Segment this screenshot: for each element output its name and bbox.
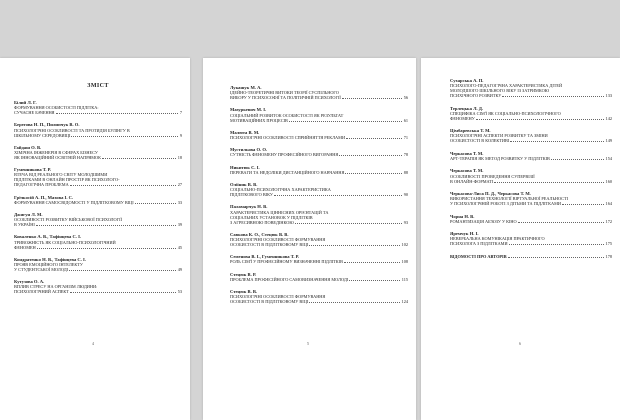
toc-entry-title [14, 200, 182, 205]
toc-entry-page-number: 45 [177, 244, 182, 250]
toc-entry-title-line: ОСОБИСТОСТІ В ПІДЛІТКОВОМУ ВІЦІ [230, 299, 396, 304]
toc-entry-title-line: ФЕНОМЕН [14, 245, 170, 250]
dot-leader [70, 185, 177, 186]
dot-leader [36, 225, 176, 226]
dot-leader [56, 113, 179, 114]
toc-entry-authors: Джигун Л. М. [14, 211, 43, 217]
toc-entry[interactable] [450, 151, 612, 161]
toc-entry[interactable] [230, 147, 408, 157]
toc-page-2 [203, 58, 416, 420]
toc-entry[interactable] [14, 279, 182, 294]
toc-entry-authors: Черкасова Т. М. [450, 150, 484, 156]
toc-entry-title [14, 105, 182, 115]
toc-entry-authors: Савкова К. О., Стецюк В. В. [230, 231, 289, 237]
toc-entry-authors: Стецюк В. В. [230, 288, 258, 294]
toc-entry-page-number: 71 [403, 134, 408, 140]
toc-entry-title-line: ПРОБЛЕМА ПРОФЕСІЙНОГО САМОВИЗНАЧЕННЯ МОЛОДІ [230, 277, 396, 282]
dot-leader [349, 280, 400, 281]
dot-leader [135, 203, 177, 204]
page-number-footer: 4 [92, 341, 94, 346]
toc-entries [450, 78, 612, 259]
toc-entry-title [14, 150, 182, 160]
toc-entry-page-number: 61 [403, 117, 408, 123]
toc-entry-title-line: ІДЕЙНО-ТЕОРЕТИЧНІ ВИТОКИ ТЕОРІЇ СУСПІЛЬНОГО [230, 90, 339, 96]
toc-entry[interactable] [14, 212, 182, 227]
toc-entry-title-line: ПСИХОЛОГІЧНІ ОСОБЛИВОСТІ ТА ПРОТИДІЯ БУЛІНГУ В [14, 127, 130, 133]
toc-entry-title [230, 259, 408, 264]
toc-entry[interactable] [230, 107, 408, 122]
toc-entry-title-line: ПСИХОЛОГІЧНІ ОСОБЛИВОСТІ ФОРМУВАННЯ [230, 294, 326, 300]
toc-entry-page-number: 172 [605, 218, 612, 224]
toc-entry-title-line: ОСОБИСТОСТІ В ПІДЛІТКОВОМУ ВІЦІ [230, 242, 396, 247]
toc-entry-title [14, 128, 182, 138]
dot-leader [339, 155, 402, 156]
dot-leader [502, 96, 604, 97]
toc-entry-page-number: 115 [401, 276, 408, 282]
toc-entry[interactable] [230, 272, 408, 282]
toc-page-3 [421, 58, 620, 420]
toc-entry-title-line: ВПЛИВ СТРЕСУ НА ОРГАНІЗМ ЛЮДИНИ: [14, 284, 98, 290]
page-number-footer: 5 [307, 341, 309, 346]
dot-leader [510, 141, 604, 142]
toc-entry-authors: Берегова Н. П., Пилипчук В. О. [14, 122, 80, 128]
toc-entry-authors: Стецюк В. Р. [230, 271, 257, 277]
toc-entry-title-line: СУЧАСНЕ БАЧЕННЯ [14, 110, 170, 115]
toc-entry-authors: Мустильова О. О. [230, 147, 268, 153]
toc-entry[interactable] [230, 165, 408, 175]
toc-entry-title [230, 210, 408, 225]
toc-entry-page-number: 78 [403, 152, 408, 158]
toc-entry-title [450, 111, 612, 121]
dot-leader [71, 136, 178, 137]
toc-entry-title [450, 174, 612, 184]
toc-entry-page-number: 33 [177, 199, 182, 205]
toc-entry-title [450, 83, 612, 98]
toc-entry-authors: Черкасова Т. М. [450, 168, 484, 174]
toc-entry-page-number: 18 [177, 154, 182, 160]
toc-entry-title-line: У ПСИХОЛОГІЧНІЙ РОБОТІ З ДІТЬМИ ТА ПІДЛІТКАМИ [450, 201, 600, 206]
dot-leader [346, 138, 402, 139]
toc-entry-title-line: СОЦІАЛЬНИЙ РОЗВИТОК ОСОБИСТОСТІ ЯК РЕЗУЛЬТАТ [230, 112, 344, 118]
toc-entry[interactable] [14, 257, 182, 272]
toc-entry-page-number: 9 [179, 132, 182, 138]
dot-leader [494, 182, 604, 183]
dot-leader [562, 204, 604, 205]
page-number-footer: 6 [519, 341, 521, 346]
toc-entry-title [450, 254, 612, 259]
dot-leader [342, 98, 402, 99]
dot-leader [344, 262, 400, 263]
toc-entry-title-line: МОТИВАЦІЙНИХ ПРОЦЕСІВ [230, 118, 396, 123]
toc-entry-title [14, 284, 182, 294]
toc-entry-title [14, 217, 182, 227]
toc-entry-title [230, 90, 408, 100]
toc-entry-title-line: ВІДОМОСТІ ПРО АВТОРІВ [450, 254, 600, 259]
toc-entry-page-number: 7 [179, 110, 182, 116]
toc-entry-title-line: ХАРАКТЕРИСТИКА ЦІННІСНИХ ОРІЄНТАЦІЙ ТА [230, 209, 329, 215]
toc-entry-title-line: ПСИХІЧНОГО РОЗВИТКУ [450, 93, 600, 98]
toc-entry-authors: Чорна Н. В. [450, 213, 475, 219]
toc-entry-title [14, 240, 182, 250]
dot-leader [274, 195, 402, 196]
dot-leader [295, 223, 402, 224]
toc-entry-authors: Коваленко А. В., Тафінцева С. І. [14, 234, 82, 240]
toc-entry-page-number: 175 [605, 241, 612, 247]
toc-entry[interactable] [14, 234, 182, 249]
dot-leader [70, 292, 176, 293]
toc-entry-page-number: 154 [605, 155, 612, 161]
toc-entry-title [230, 277, 408, 282]
toc-entry-page-number: 39 [177, 222, 182, 228]
toc-entry[interactable] [450, 191, 612, 206]
toc-entry-title-line: В УКРАЇНІ [14, 222, 170, 227]
dot-leader [476, 119, 604, 120]
dot-leader [518, 222, 604, 223]
toc-entry-title-line: ПЕРЕВАГИ ТА НЕДОЛІКИ ДИСТАНЦІЙНОГО НАВЧАННЯ [230, 170, 396, 175]
toc-entry-title-line: ПРОЯВ ЕМОЦІЙНОГО ІНТЕЛЕКТУ [14, 261, 83, 267]
toc-entry-title-line: СПЕЦИФІКА СІМ'Ї ЯК СОЦІАЛЬНО-ПСИХОЛОГІЧНОГО [450, 110, 561, 116]
toc-entry[interactable] [450, 214, 612, 224]
toc-entry-page-number: 142 [605, 115, 612, 121]
toc-entry-page-number: 56 [403, 95, 408, 101]
toc-entry-authors: Лукашук М. А. [230, 85, 262, 90]
toc-entry-title-line: ОСОБИСТОСТІ В КОЛЕКТИВІ [450, 138, 600, 143]
toc-entry-title-line: ПЕДАГОГІЧНА ПРОБЛЕМА [14, 182, 170, 187]
toc-entry-title-line: ТРИВОЖНІСТЬ ЯК СОЦІАЛЬНО-ПСИХОЛОГІЧНИЙ [14, 239, 116, 245]
toc-entry-title [230, 187, 408, 197]
toc-entry-authors: Оліїник В. В. [230, 181, 258, 187]
toc-entries [14, 100, 182, 294]
toc-entry-title-line: ФЕНОМЕНУ [450, 116, 600, 121]
toc-entry-title-line: ЯК ІННОВАЦІЙНИЙ ОСВІТНІЙ НАПРЯМОК [14, 155, 170, 160]
toc-entry-title-line: ПСИХОЛОГІЧНІ ОСОБЛИВОСТІ СПРИЙНЯТТЯ РЕКЛАМИ [230, 135, 396, 140]
toc-entry-title [450, 196, 612, 206]
toc-entry-title-line: ПСИХОЛОГІЧНИЙ АСПЕКТ [14, 289, 170, 294]
toc-entry[interactable] [230, 130, 408, 140]
toc-entry[interactable] [14, 122, 182, 137]
toc-entry-authors: Черкасова-Лиса П. Д., Черкасова Т. М. [450, 190, 531, 196]
toc-entry-authors: Никитюк С. І. [230, 164, 260, 170]
toc-entry[interactable] [450, 231, 612, 246]
toc-entry-authors: Кутузова О. А. [14, 279, 45, 285]
toc-entry-authors: Кондратенко Н. В., Тафінцева С. І. [14, 256, 86, 262]
toc-entry-title [230, 170, 408, 175]
toc-entry[interactable] [14, 167, 182, 187]
toc-entry-title-line: ФОРМУВАННЯ САМОСВІДОМОСТІ У ПІДЛІТКОВОМУ ВІЦІ [14, 200, 170, 205]
toc-entry-title [230, 113, 408, 123]
toc-entry-title [450, 156, 612, 161]
toc-entry-page-number: 88 [403, 169, 408, 175]
toc-entry-title-line: ВТЕЧА ВІД РЕАЛЬНОГО СВІТУ МОЛОДШИМИ [14, 172, 108, 178]
toc-entry[interactable] [450, 78, 612, 98]
toc-entry-title-line: ВИКОРИСТАННЯ ТЕХНОЛОГІЇ ВІРТУАЛЬНОЇ РЕАЛЬНОСТІ [450, 196, 569, 202]
toc-entry-title-line: СУТНІСТЬ ФЕНОМЕНУ ПРОФЕСІЙНОГО ВИГОРАННЯ [230, 152, 396, 157]
toc-entry-page-number: 27 [177, 182, 182, 188]
toc-entry-title-line: В ОНЛАЙН-ФОРМАТІ [450, 179, 600, 184]
toc-entry-title-line: ОСОБЛИВОСТІ ПРОВЕДЕННЯ СУПЕРВІЗІЇ [450, 173, 535, 179]
toc-entry-title-line: ПСИХОЛОГА З ПІДЛІТКАМИ [450, 241, 600, 246]
toc-entry-authors: Паламарчук Н. В. [230, 204, 268, 210]
toc-entry-authors: Терлецька Л. Д. [450, 105, 484, 111]
toc-entry-authors: Малюта В. М. [230, 129, 260, 135]
toc-entry[interactable] [14, 195, 182, 205]
toc-entry-title-line: СОЦІАЛЬНИХ УСТАНОВОК У ПІДЛІТКІВ [230, 214, 313, 220]
toc-entry-authors: Гуменникова Т. Р. [14, 167, 52, 173]
toc-entry-title [230, 152, 408, 157]
toc-entry-title-line: ПСИХОЛОГІЧНІ ОСОБЛИВОСТІ ФОРМУВАННЯ [230, 236, 326, 242]
toc-entry-authors: Мазуркевич М. І. [230, 107, 267, 113]
toc-entry-title [450, 219, 612, 224]
dot-leader [345, 173, 402, 174]
toc-entry-authors: Гайдаш О. В. [14, 144, 42, 150]
toc-entry-title-line: З АГРЕСИВНОЮ ПОВЕДІНКОЮ [230, 220, 396, 225]
toc-entry[interactable] [230, 254, 408, 264]
toc-entry-title-line: МОЛОДШОГО ШКІЛЬНОГО ВІКУ ІЗ ЗАТРИМКОЮ [450, 88, 550, 94]
toc-entry-authors: Грічкосій А. П., Махова І. С. [14, 194, 74, 200]
toc-entry[interactable] [14, 145, 182, 160]
toc-entry[interactable] [450, 168, 612, 183]
toc-page-1 [0, 58, 190, 420]
toc-entry[interactable] [230, 85, 408, 100]
toc-entry-title-line: ОСОБЛИВОСТІ РОЗВИТКУ ВІЙСЬКОВОЇ ПСИХОЛОГІЇ [14, 217, 122, 223]
toc-entry-page-number: 149 [605, 138, 612, 144]
toc-entry-page-number: 93 [403, 219, 408, 225]
toc-entry-authors: Семенова В. І., Гуменникова Т. Р. [230, 254, 299, 260]
toc-entry-authors: Цімбаревська Т. М. [450, 128, 491, 134]
toc-entry-authors: Білий Л. Г. [14, 100, 37, 105]
toc-entry[interactable] [230, 289, 408, 304]
toc-entry-authors: Сухарська А. П. [450, 78, 484, 83]
toc-entry-page-number: 90 [403, 192, 408, 198]
toc-entry-page-number: 102 [401, 241, 408, 247]
toc-entry[interactable] [450, 106, 612, 121]
dot-leader [551, 159, 604, 160]
dot-leader [102, 158, 176, 159]
toc-entries [230, 85, 408, 304]
toc-entry-title-line: ПСИХОЛОГІЧНІ АСПЕКТИ РОЗВИТКУ ТА ЗМІНИ [450, 133, 548, 139]
toc-entry-page-number: 178 [605, 253, 612, 259]
toc-entry[interactable] [450, 128, 612, 143]
toc-entry[interactable] [230, 182, 408, 197]
toc-entry[interactable] [230, 204, 408, 224]
toc-entry[interactable] [450, 254, 612, 259]
toc-entry-title-line: ПСИХОЛОГО-ПЕДАГОГІЧНА ХАРАКТЕРИСТИКА ДІТЕЙ [450, 83, 563, 89]
toc-entry-page-number: 133 [605, 93, 612, 99]
toc-entry-title [230, 237, 408, 247]
toc-entry-page-number: 124 [401, 299, 408, 305]
toc-entry-title-line: НЕВЕРБАЛЬНА КОМУНІКАЦІЯ ПРАКТИЧНОГО [450, 236, 545, 242]
toc-entry-title-line: РОЛЬ СІМ'Ї У ПРОФЕСІЙНОМУ ВИЗНАЧЕННІ ПІДЛІТКІВ [230, 259, 396, 264]
toc-entry-title-line: ФОРМУВАННЯ ОСОБИСТОСТІ ПІДЛІТКА: [14, 105, 99, 111]
toc-entry-title-line: ПІДЛІТКАМИ В ОНЛАЙН ПРОСТІР ЯК ПСИХОЛОГО- [14, 177, 120, 183]
toc-entry-title [450, 133, 612, 143]
toc-entry-title-line: АРТ-ТЕРАПІЯ ЯК МЕТОД РОЗВИТКУ У ПІДЛІТКІВ [450, 156, 600, 161]
dot-leader [69, 270, 176, 271]
toc-entry-title-line: СОЦІАЛЬНО-ПСИХОЛОГІЧНА ХАРАКТЕРИСТИКА [230, 187, 331, 193]
toc-entry-title [450, 236, 612, 246]
toc-entry-authors: Яремчук Н. І. [450, 231, 479, 237]
toc-entry-title-line: РОМАНТИЗАЦІЯ АБ'ЮЗУ У КІНО [450, 219, 600, 224]
dot-leader [509, 244, 604, 245]
toc-entry-title-line: У СТУДЕНТСЬКОЇ МОЛОДІ [14, 267, 170, 272]
toc-entry-page-number: 49 [177, 266, 182, 272]
toc-entry-page-number: 108 [401, 259, 408, 265]
toc-entry-title-line: ПІДЛІТКОВОГО ВІКУ [230, 192, 396, 197]
toc-entry-page-number: 164 [605, 201, 612, 207]
dot-leader [37, 248, 176, 249]
toc-entry-page-number: 160 [605, 178, 612, 184]
toc-entry-title [230, 294, 408, 304]
toc-entry-title [14, 262, 182, 272]
dot-leader [309, 302, 400, 303]
toc-entry-title-line: ХІМІЧНА ІНЖЕНЕРІЯ В СФЕРАХ БІЗНЕСУ [14, 149, 98, 155]
toc-entry-title [230, 135, 408, 140]
toc-entry-title-line: ШКІЛЬНОМУ СЕРЕДОВИЩІ [14, 133, 170, 138]
toc-entry[interactable] [230, 232, 408, 247]
dot-leader [309, 245, 400, 246]
toc-title: ЗМІСТ [87, 83, 109, 89]
toc-entry[interactable] [14, 100, 182, 115]
toc-entry-page-number: 53 [177, 289, 182, 295]
dot-leader [508, 257, 604, 258]
toc-entry-title-line: ВИБОРУ У ПСИХОСОФІЇ ТА ПОЛІТИЧНІЙ ПСИХОЛОГІЇ [230, 95, 396, 100]
toc-entry-title [14, 172, 182, 187]
dot-leader [289, 121, 402, 122]
